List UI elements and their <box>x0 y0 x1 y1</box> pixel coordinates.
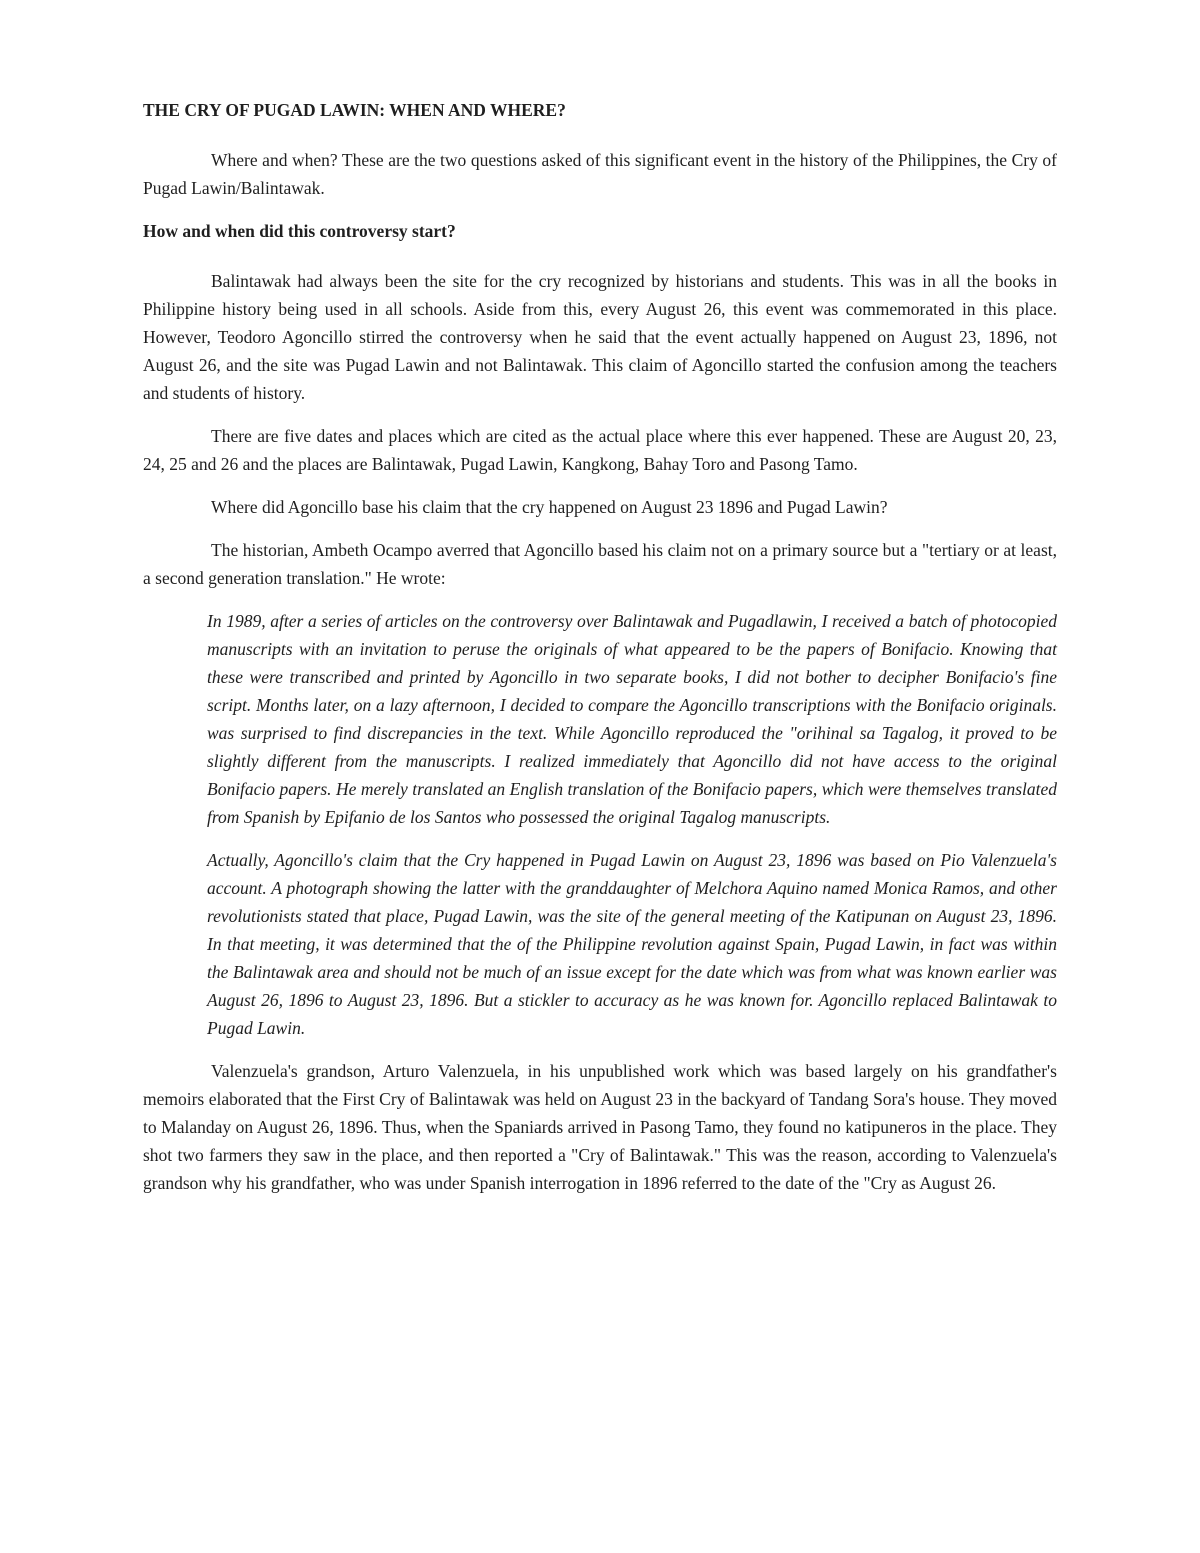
section-heading: How and when did this controversy start? <box>143 221 456 241</box>
block-quote: Actually, Agoncillo's claim that the Cry happened in Pugad Lawin on August 23, 1896 was based on Pio Valenzuela's account. A photograph showing the latter with the granddaughter of Melchora Aquino named Monica Ramos, and other revolutionists stated that place, Pugad Lawin, was the site of the general meeting of the Katipunan on August 23, 1896. In that meeting, it was determined that the of the Philippine revolution against Spain, Pugad Lawin, in fact was within the Balintawak area and should not be much of an issue except for the date which was from what was known earlier was August 26, 1896 to August 23, 1896. But a stickler to accuracy as he was known for. Agoncillo replaced Balintawak to Pugad Lawin. <box>207 850 1057 1038</box>
body-paragraph: The historian, Ambeth Ocampo averred that Agoncillo based his claim not on a primary source but a "tertiary or at least, a second generation translation." He wrote: <box>143 540 1057 588</box>
closing-paragraph: Valenzuela's grandson, Arturo Valenzuela, in his unpublished work which was based largely on his grandfather's memoirs elaborated that the First Cry of Balintawak was held on August 23 in the backyard of Tandang Sora's house. They moved to Malanday on August 26, 1896. Thus, when the Spaniards arrived in Pasong Tamo, they found no katipuneros in the place. They shot two farmers they saw in the place, and then reported a "Cry of Balintawak." This was the reason, according to Valenzuela's grandson why his grandfather, who was under Spanish interrogation in 1896 referred to the date of the "Cry as August 26. <box>143 1061 1057 1193</box>
intro-paragraph: Where and when? These are the two questions asked of this significant event in the history of the Philippines, the Cry of Pugad Lawin/Balintawak. <box>143 150 1057 198</box>
body-paragraph: Where did Agoncillo base his claim that the cry happened on August 23 1896 and Pugad Lawin? <box>211 497 888 517</box>
document-title: THE CRY OF PUGAD LAWIN: WHEN AND WHERE? <box>143 100 566 120</box>
body-paragraph: There are five dates and places which are cited as the actual place where this ever happened. These are August 20, 23, 24, 25 and 26 and the places are Balintawak, Pugad Lawin, Kangkong, Bahay Toro and Pasong Tamo. <box>143 426 1057 474</box>
document-page <box>143 96 1057 1212</box>
block-quote: In 1989, after a series of articles on the controversy over Balintawak and Pugadlawin, I received a batch of photocopied manuscripts with an invitation to peruse the originals of what appeared to be the papers of Bonifacio. Knowing that these were transcribed and printed by Agoncillo in two separate books, I did not bother to decipher Bonifacio's fine script. Months later, on a lazy afternoon, I decided to compare the Agoncillo transcriptions with the Bonifacio originals. was surprised to find discrepancies in the text. While Agoncillo reproduced the "orihinal sa Tagalog, it proved to be slightly different from the manuscripts. I realized immediately that Agoncillo did not have access to the original Bonifacio papers. He merely translated an English translation of the Bonifacio papers, which were themselves translated from Spanish by Epifanio de los Santos who possessed the original Tagalog manuscripts. <box>207 611 1057 827</box>
body-paragraph: Balintawak had always been the site for the cry recognized by historians and students. This was in all the books in Philippine history being used in all schools. Aside from this, every August 26, this event was commemorated in this place. However, Teodoro Agoncillo stirred the controversy when he said that the event actually happened on August 23, 1896, not August 26, and the site was Pugad Lawin and not Balintawak. This claim of Agoncillo started the confusion among the teachers and students of history. <box>143 271 1057 403</box>
